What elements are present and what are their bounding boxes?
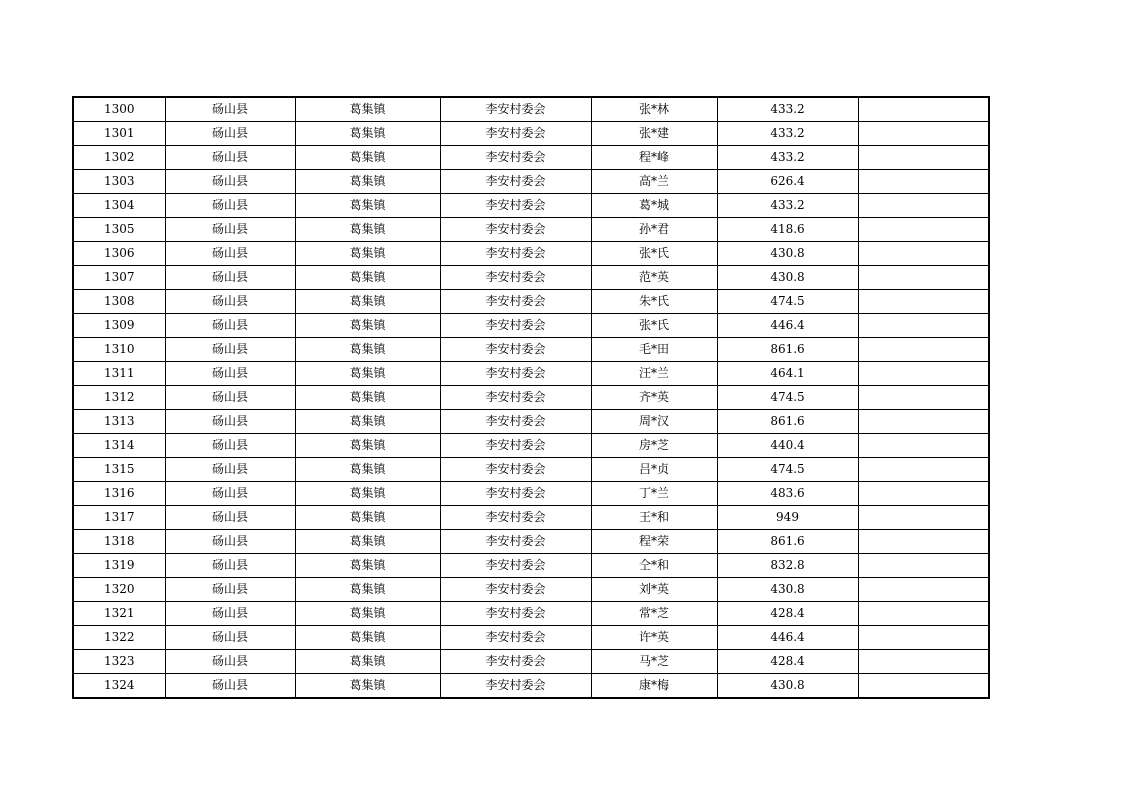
amount-cell: 949 xyxy=(717,506,858,530)
note-cell xyxy=(858,434,989,458)
person-name-cell: 张*建 xyxy=(591,122,717,146)
village-committee-cell: 李安村委会 xyxy=(440,362,591,386)
amount-cell: 428.4 xyxy=(717,602,858,626)
person-name-cell: 许*英 xyxy=(591,626,717,650)
table-row xyxy=(73,458,989,482)
row-number-cell: 1322 xyxy=(73,626,165,650)
amount-cell: 474.5 xyxy=(717,290,858,314)
note-cell xyxy=(858,194,989,218)
note-cell xyxy=(858,290,989,314)
person-name-cell: 周*汉 xyxy=(591,410,717,434)
person-name-cell: 范*英 xyxy=(591,266,717,290)
town-cell: 葛集镇 xyxy=(295,97,440,122)
row-number-cell: 1316 xyxy=(73,482,165,506)
village-committee-cell: 李安村委会 xyxy=(440,314,591,338)
town-cell: 葛集镇 xyxy=(295,146,440,170)
table-row xyxy=(73,554,989,578)
amount-cell: 446.4 xyxy=(717,314,858,338)
village-committee-cell: 李安村委会 xyxy=(440,290,591,314)
town-cell: 葛集镇 xyxy=(295,170,440,194)
amount-cell: 861.6 xyxy=(717,410,858,434)
note-cell xyxy=(858,242,989,266)
person-name-cell: 毛*田 xyxy=(591,338,717,362)
row-number-cell: 1308 xyxy=(73,290,165,314)
row-number-cell: 1301 xyxy=(73,122,165,146)
note-cell xyxy=(858,410,989,434)
town-cell: 葛集镇 xyxy=(295,554,440,578)
note-cell xyxy=(858,506,989,530)
town-cell: 葛集镇 xyxy=(295,458,440,482)
town-cell: 葛集镇 xyxy=(295,482,440,506)
note-cell xyxy=(858,170,989,194)
village-committee-cell: 李安村委会 xyxy=(440,626,591,650)
row-number-cell: 1312 xyxy=(73,386,165,410)
note-cell xyxy=(858,122,989,146)
town-cell: 葛集镇 xyxy=(295,530,440,554)
village-committee-cell: 李安村委会 xyxy=(440,530,591,554)
town-cell: 葛集镇 xyxy=(295,218,440,242)
row-number-cell: 1303 xyxy=(73,170,165,194)
village-committee-cell: 李安村委会 xyxy=(440,410,591,434)
person-name-cell: 刘*英 xyxy=(591,578,717,602)
village-committee-cell: 李安村委会 xyxy=(440,122,591,146)
amount-cell: 483.6 xyxy=(717,482,858,506)
person-name-cell: 程*荣 xyxy=(591,530,717,554)
village-committee-cell: 李安村委会 xyxy=(440,218,591,242)
table-row xyxy=(73,290,989,314)
note-cell xyxy=(858,146,989,170)
county-cell: 砀山县 xyxy=(165,338,295,362)
table-row xyxy=(73,170,989,194)
table-row xyxy=(73,482,989,506)
village-committee-cell: 李安村委会 xyxy=(440,242,591,266)
table-row xyxy=(73,97,989,122)
person-name-cell: 张*林 xyxy=(591,97,717,122)
table-row xyxy=(73,410,989,434)
person-name-cell: 齐*英 xyxy=(591,386,717,410)
town-cell: 葛集镇 xyxy=(295,650,440,674)
county-cell: 砀山县 xyxy=(165,170,295,194)
village-committee-cell: 李安村委会 xyxy=(440,482,591,506)
amount-cell: 433.2 xyxy=(717,122,858,146)
town-cell: 葛集镇 xyxy=(295,626,440,650)
person-name-cell: 丁*兰 xyxy=(591,482,717,506)
row-number-cell: 1323 xyxy=(73,650,165,674)
village-committee-cell: 李安村委会 xyxy=(440,650,591,674)
table-row xyxy=(73,122,989,146)
note-cell xyxy=(858,458,989,482)
amount-cell: 474.5 xyxy=(717,458,858,482)
note-cell xyxy=(858,626,989,650)
village-committee-cell: 李安村委会 xyxy=(440,266,591,290)
person-name-cell: 张*氏 xyxy=(591,314,717,338)
table-row xyxy=(73,146,989,170)
row-number-cell: 1304 xyxy=(73,194,165,218)
county-cell: 砀山县 xyxy=(165,530,295,554)
amount-cell: 446.4 xyxy=(717,626,858,650)
row-number-cell: 1319 xyxy=(73,554,165,578)
table-row xyxy=(73,530,989,554)
town-cell: 葛集镇 xyxy=(295,602,440,626)
town-cell: 葛集镇 xyxy=(295,410,440,434)
person-name-cell: 张*氏 xyxy=(591,242,717,266)
village-committee-cell: 李安村委会 xyxy=(440,674,591,699)
town-cell: 葛集镇 xyxy=(295,362,440,386)
county-cell: 砀山县 xyxy=(165,290,295,314)
table-row xyxy=(73,218,989,242)
county-cell: 砀山县 xyxy=(165,578,295,602)
person-name-cell: 程*峰 xyxy=(591,146,717,170)
village-committee-cell: 李安村委会 xyxy=(440,338,591,362)
row-number-cell: 1300 xyxy=(73,97,165,122)
amount-cell: 433.2 xyxy=(717,97,858,122)
town-cell: 葛集镇 xyxy=(295,578,440,602)
county-cell: 砀山县 xyxy=(165,362,295,386)
row-number-cell: 1314 xyxy=(73,434,165,458)
county-cell: 砀山县 xyxy=(165,434,295,458)
note-cell xyxy=(858,650,989,674)
amount-cell: 433.2 xyxy=(717,194,858,218)
note-cell xyxy=(858,674,989,699)
row-number-cell: 1302 xyxy=(73,146,165,170)
person-name-cell: 常*芝 xyxy=(591,602,717,626)
row-number-cell: 1315 xyxy=(73,458,165,482)
county-cell: 砀山县 xyxy=(165,266,295,290)
table-row xyxy=(73,266,989,290)
person-name-cell: 房*芝 xyxy=(591,434,717,458)
county-cell: 砀山县 xyxy=(165,122,295,146)
person-name-cell: 康*梅 xyxy=(591,674,717,699)
amount-cell: 861.6 xyxy=(717,338,858,362)
table-row xyxy=(73,506,989,530)
village-committee-cell: 李安村委会 xyxy=(440,578,591,602)
amount-cell: 440.4 xyxy=(717,434,858,458)
amount-cell: 430.8 xyxy=(717,242,858,266)
note-cell xyxy=(858,386,989,410)
county-cell: 砀山县 xyxy=(165,146,295,170)
table-row xyxy=(73,362,989,386)
note-cell xyxy=(858,530,989,554)
village-committee-cell: 李安村委会 xyxy=(440,506,591,530)
person-name-cell: 高*兰 xyxy=(591,170,717,194)
county-cell: 砀山县 xyxy=(165,242,295,266)
row-number-cell: 1318 xyxy=(73,530,165,554)
table-body xyxy=(73,97,989,698)
county-cell: 砀山县 xyxy=(165,458,295,482)
row-number-cell: 1311 xyxy=(73,362,165,386)
row-number-cell: 1313 xyxy=(73,410,165,434)
village-committee-cell: 李安村委会 xyxy=(440,146,591,170)
person-name-cell: 孙*君 xyxy=(591,218,717,242)
person-name-cell: 仝*和 xyxy=(591,554,717,578)
row-number-cell: 1320 xyxy=(73,578,165,602)
town-cell: 葛集镇 xyxy=(295,314,440,338)
note-cell xyxy=(858,218,989,242)
note-cell xyxy=(858,578,989,602)
amount-cell: 626.4 xyxy=(717,170,858,194)
village-committee-cell: 李安村委会 xyxy=(440,170,591,194)
amount-cell: 418.6 xyxy=(717,218,858,242)
county-cell: 砀山县 xyxy=(165,410,295,434)
village-committee-cell: 李安村委会 xyxy=(440,554,591,578)
county-cell: 砀山县 xyxy=(165,626,295,650)
table-row xyxy=(73,650,989,674)
town-cell: 葛集镇 xyxy=(295,266,440,290)
county-cell: 砀山县 xyxy=(165,650,295,674)
county-cell: 砀山县 xyxy=(165,506,295,530)
village-committee-cell: 李安村委会 xyxy=(440,602,591,626)
table-row xyxy=(73,674,989,699)
row-number-cell: 1306 xyxy=(73,242,165,266)
county-cell: 砀山县 xyxy=(165,602,295,626)
person-name-cell: 王*和 xyxy=(591,506,717,530)
county-cell: 砀山县 xyxy=(165,554,295,578)
table-row xyxy=(73,578,989,602)
town-cell: 葛集镇 xyxy=(295,386,440,410)
amount-cell: 430.8 xyxy=(717,578,858,602)
amount-cell: 430.8 xyxy=(717,674,858,699)
note-cell xyxy=(858,554,989,578)
note-cell xyxy=(858,338,989,362)
village-committee-cell: 李安村委会 xyxy=(440,97,591,122)
note-cell xyxy=(858,362,989,386)
data-table xyxy=(72,96,990,699)
note-cell xyxy=(858,602,989,626)
row-number-cell: 1305 xyxy=(73,218,165,242)
county-cell: 砀山县 xyxy=(165,386,295,410)
village-committee-cell: 李安村委会 xyxy=(440,458,591,482)
person-name-cell: 吕*贞 xyxy=(591,458,717,482)
village-committee-cell: 李安村委会 xyxy=(440,194,591,218)
row-number-cell: 1310 xyxy=(73,338,165,362)
table-row xyxy=(73,338,989,362)
table-row xyxy=(73,314,989,338)
town-cell: 葛集镇 xyxy=(295,242,440,266)
town-cell: 葛集镇 xyxy=(295,290,440,314)
amount-cell: 430.8 xyxy=(717,266,858,290)
row-number-cell: 1307 xyxy=(73,266,165,290)
table-row xyxy=(73,626,989,650)
county-cell: 砀山县 xyxy=(165,314,295,338)
table-row xyxy=(73,602,989,626)
amount-cell: 428.4 xyxy=(717,650,858,674)
person-name-cell: 朱*氏 xyxy=(591,290,717,314)
table-row xyxy=(73,434,989,458)
table-row xyxy=(73,386,989,410)
table-row xyxy=(73,194,989,218)
note-cell xyxy=(858,97,989,122)
town-cell: 葛集镇 xyxy=(295,194,440,218)
county-cell: 砀山县 xyxy=(165,97,295,122)
row-number-cell: 1324 xyxy=(73,674,165,699)
county-cell: 砀山县 xyxy=(165,482,295,506)
amount-cell: 474.5 xyxy=(717,386,858,410)
county-cell: 砀山县 xyxy=(165,674,295,699)
row-number-cell: 1317 xyxy=(73,506,165,530)
amount-cell: 861.6 xyxy=(717,530,858,554)
note-cell xyxy=(858,482,989,506)
note-cell xyxy=(858,266,989,290)
county-cell: 砀山县 xyxy=(165,218,295,242)
county-cell: 砀山县 xyxy=(165,194,295,218)
row-number-cell: 1309 xyxy=(73,314,165,338)
town-cell: 葛集镇 xyxy=(295,122,440,146)
note-cell xyxy=(858,314,989,338)
town-cell: 葛集镇 xyxy=(295,338,440,362)
row-number-cell: 1321 xyxy=(73,602,165,626)
town-cell: 葛集镇 xyxy=(295,674,440,699)
table-row xyxy=(73,242,989,266)
person-name-cell: 葛*城 xyxy=(591,194,717,218)
person-name-cell: 马*芝 xyxy=(591,650,717,674)
village-committee-cell: 李安村委会 xyxy=(440,386,591,410)
town-cell: 葛集镇 xyxy=(295,506,440,530)
town-cell: 葛集镇 xyxy=(295,434,440,458)
amount-cell: 433.2 xyxy=(717,146,858,170)
amount-cell: 464.1 xyxy=(717,362,858,386)
person-name-cell: 汪*兰 xyxy=(591,362,717,386)
amount-cell: 832.8 xyxy=(717,554,858,578)
village-committee-cell: 李安村委会 xyxy=(440,434,591,458)
